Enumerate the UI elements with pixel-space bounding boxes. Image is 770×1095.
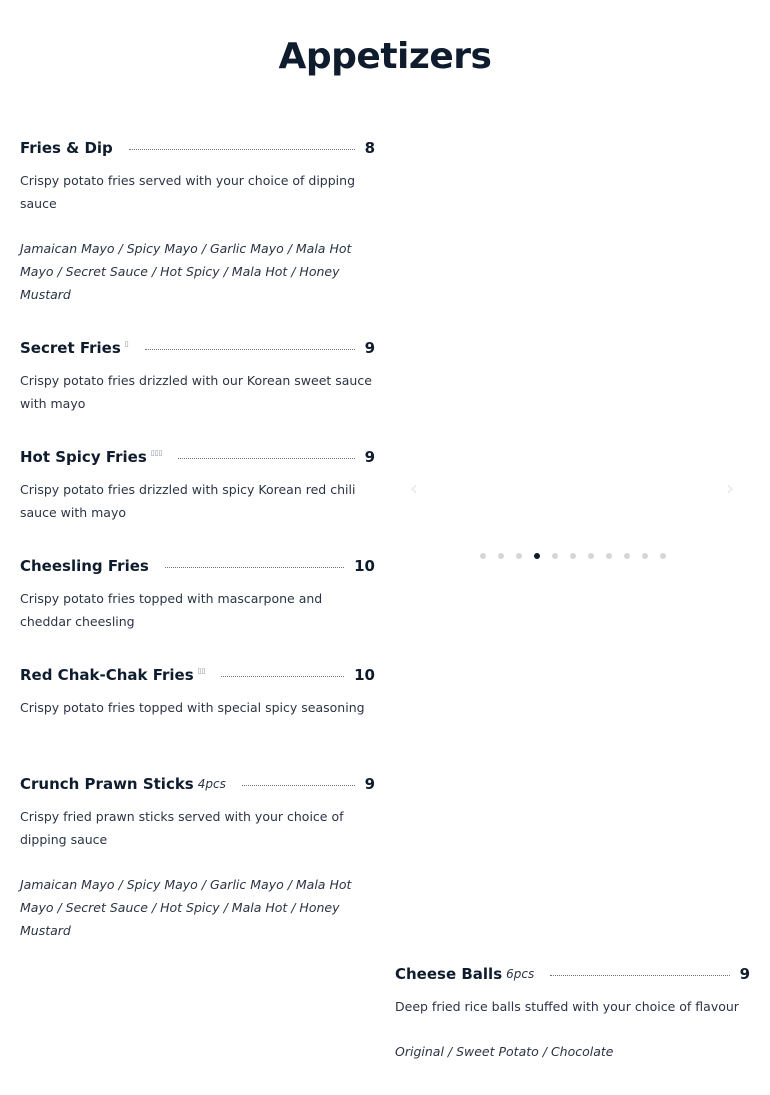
menu-item-leader [221,676,344,677]
menu-item [20,336,375,415]
menu-item-leader [178,458,354,459]
menu-item-header [20,663,375,687]
menu-item-price: 9 [364,448,375,466]
menu-item-price: 9 [364,339,375,357]
menu-item-description: Crispy potato fries drizzled with spicy Korean red chili sauce with mayo [20,482,356,520]
carousel-dot[interactable] [660,553,666,559]
menu-item-options: Original / Sweet Potato / Chocolate [395,1044,614,1059]
spicy-level-icon: ▯ [124,340,129,348]
menu-item-name: Hot Spicy Fries [20,448,147,466]
menu-item-header [20,136,375,160]
menu-item-options: Jamaican Mayo / Spicy Mayo / Garlic Mayo / Mala Hot Mayo / Secret Sauce / Hot Spicy / Mala Hot / Honey Mustard [20,877,352,938]
menu-item [395,962,750,1063]
carousel-dot[interactable] [624,553,630,559]
chevron-left-icon[interactable]: ‹ [410,476,418,500]
menu-item [20,445,375,524]
menu-item [20,663,375,719]
menu-item-price: 8 [364,139,375,157]
menu-item-description: Crispy potato fries topped with mascarpone and cheddar cheesling [20,591,323,629]
menu-item-price: 10 [354,666,375,684]
menu-item-name: Cheesling Fries [20,557,149,575]
carousel-dot[interactable] [642,553,648,559]
menu-item [20,772,375,942]
menu-item-name: Crunch Prawn Sticks [20,775,194,793]
menu-item-leader [145,349,355,350]
menu-item-header [395,962,750,986]
menu-item-price: 10 [354,557,375,575]
spicy-level-icon: ▯▯ [197,667,206,675]
menu-item-leader [550,975,729,976]
menu-item-header [20,336,375,360]
carousel-pagination [480,553,666,559]
chevron-right-icon[interactable]: › [726,476,734,500]
menu-item-name: Cheese Balls [395,965,503,983]
menu-item-price: 9 [364,775,375,793]
carousel-dot[interactable] [588,553,594,559]
menu-item-leader [242,785,355,786]
menu-item-header [20,445,375,469]
menu-item-name: Red Chak-Chak Fries [20,666,194,684]
menu-item-leader [129,149,355,150]
carousel-dot[interactable] [552,553,558,559]
menu-item-quantity: 4pcs [197,777,226,791]
menu-item-description: Deep fried rice balls stuffed with your choice of flavour [395,999,739,1014]
carousel-dot[interactable] [498,553,504,559]
carousel-dot[interactable] [606,553,612,559]
menu-item-header [20,772,375,796]
spicy-level-icon: ▯▯▯ [150,449,163,457]
carousel-dot[interactable] [534,553,540,559]
menu-item-description: Crispy potato fries drizzled with our Korean sweet sauce with mayo [20,373,372,411]
carousel-dot[interactable] [480,553,486,559]
menu-item-name: Secret Fries [20,339,121,357]
image-carousel [400,130,750,570]
menu-item [20,554,375,633]
page-title: Appetizers [278,36,492,77]
menu-item-quantity: 6pcs [506,967,535,981]
menu-item-description: Crispy potato fries served with your choice of dipping sauce [20,173,356,211]
menu-item-description: Crispy fried prawn sticks served with your choice of dipping sauce [20,809,344,847]
menu-item-price: 9 [739,965,750,983]
menu-item-leader [165,567,344,568]
menu-item-header [20,554,375,578]
menu-item-options: Jamaican Mayo / Spicy Mayo / Garlic Mayo / Mala Hot Mayo / Secret Sauce / Hot Spicy / Mala Hot / Honey Mustard [20,241,352,302]
menu-item-description: Crispy potato fries topped with special spicy seasoning [20,700,365,715]
menu-item-name: Fries & Dip [20,139,113,157]
carousel-dot[interactable] [570,553,576,559]
carousel-dot[interactable] [516,553,522,559]
menu-item [20,136,375,306]
